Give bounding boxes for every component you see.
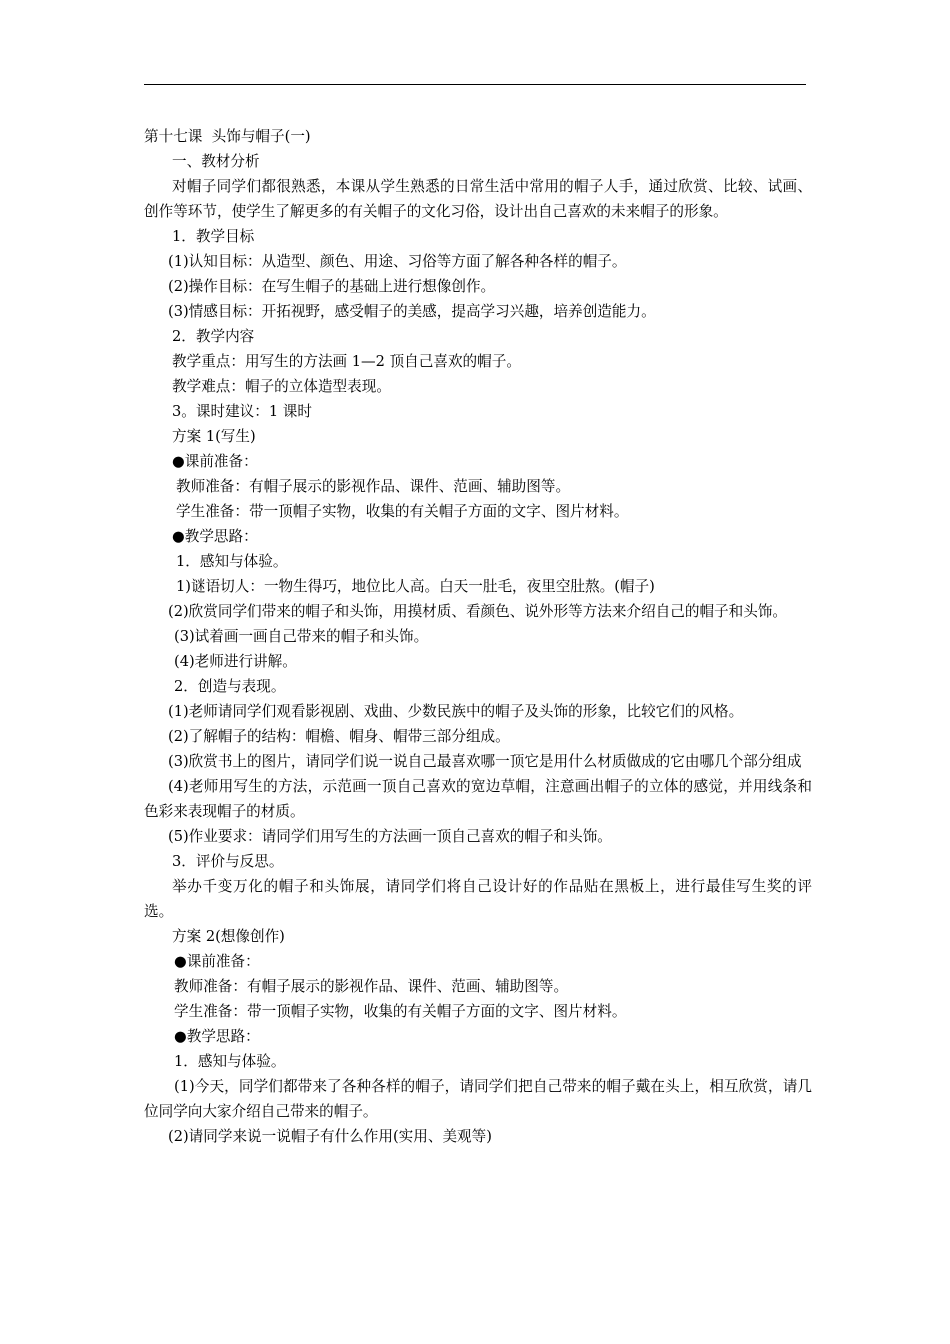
paragraph: 1．感知与体验。 <box>174 1053 286 1070</box>
paragraph: (1)老师请同学们观看影视剧、戏曲、少数民族中的帽子及头饰的形象，比较它们的风格。 <box>168 703 744 720</box>
paragraph: 教学难点：帽子的立体造型表现。 <box>172 378 391 395</box>
paragraph: 教师准备：有帽子展示的影视作品、课件、范画、辅助图等。 <box>174 978 569 995</box>
paragraph: 2．创造与表现。 <box>174 678 286 695</box>
paragraph: (2)操作目标：在写生帽子的基础上进行想像创作。 <box>168 278 496 295</box>
paragraph: 一、教材分析 <box>172 153 260 170</box>
header-rule <box>144 84 806 85</box>
paragraph: 2．教学内容 <box>172 328 255 345</box>
paragraph: 方案 1(写生) <box>172 428 256 445</box>
paragraph: 教师准备：有帽子展示的影视作品、课件、范画、辅助图等。 <box>176 478 571 495</box>
paragraph: 1．感知与体验。 <box>176 553 288 570</box>
paragraph: 举办千变万化的帽子和头饰展，请同学们将自己设计好的作品贴在黑板上，进行最佳写生奖的评选。 <box>144 878 812 920</box>
document-body <box>144 124 812 1149</box>
paragraph: ●教学思路： <box>174 1028 260 1045</box>
paragraph: (3)欣赏书上的图片，请同学们说一说自己最喜欢哪一顶它是用什么材质做成的它由哪几个部分组成 <box>168 753 802 770</box>
paragraph: (2)了解帽子的结构：帽檐、帽身、帽带三部分组成。 <box>168 728 510 745</box>
paragraph: (3)情感目标：开拓视野，感受帽子的美感，提高学习兴趣，培养创造能力。 <box>168 303 656 320</box>
paragraph: 对帽子同学们都很熟悉，本课从学生熟悉的日常生活中常用的帽子人手，通过欣赏、比较、试画、创作等环节，使学生了解更多的有关帽子的文化习俗，设计出自己喜欢的未来帽子的形象。 <box>144 178 812 220</box>
paragraph: 学生准备：带一顶帽子实物，收集的有关帽子方面的文字、图片材料。 <box>174 1003 627 1020</box>
paragraph: (2)请同学来说一说帽子有什么作用(实用、美观等) <box>168 1128 492 1145</box>
paragraph: (1)今天，同学们都带来了各种各样的帽子，请同学们把自己带来的帽子戴在头上，相互欣赏，请几位同学向大家介绍自己带来的帽子。 <box>144 1078 812 1120</box>
paragraph: ●课前准备： <box>174 953 260 970</box>
paragraph: 1．教学目标 <box>172 228 255 245</box>
paragraph: (5)作业要求：请同学们用写生的方法画一顶自己喜欢的帽子和头饰。 <box>168 828 612 845</box>
paragraph: 1)谜语切人：一物生得巧，地位比人高。白天一肚毛，夜里空肚熬。(帽子) <box>176 578 655 595</box>
paragraph: (1)认知目标：从造型、颜色、用途、习俗等方面了解各种各样的帽子。 <box>168 253 627 270</box>
paragraph: 3。课时建议：1 课时 <box>172 403 312 420</box>
paragraph: 3．评价与反思。 <box>172 853 284 870</box>
paragraph: (4)老师进行讲解。 <box>174 653 297 670</box>
paragraph: 教学重点：用写生的方法画 1—2 顶自己喜欢的帽子。 <box>172 353 521 370</box>
paragraph: ●课前准备： <box>172 453 258 470</box>
paragraph: (3)试着画一画自己带来的帽子和头饰。 <box>174 628 429 645</box>
paragraph: (2)欣赏同学们带来的帽子和头饰，用摸材质、看颜色、说外形等方法来介绍自己的帽子和头饰。 <box>168 603 788 620</box>
paragraph: 方案 2(想像创作) <box>172 928 285 945</box>
paragraph: 学生准备：带一顶帽子实物，收集的有关帽子方面的文字、图片材料。 <box>176 503 629 520</box>
paragraph: 第十七课 头饰与帽子(一) <box>144 128 311 145</box>
paragraph: (4)老师用写生的方法，示范画一顶自己喜欢的宽边草帽，注意画出帽子的立体的感觉，并用线条和色彩来表现帽子的材质。 <box>144 778 812 820</box>
paragraph: ●教学思路： <box>172 528 258 545</box>
